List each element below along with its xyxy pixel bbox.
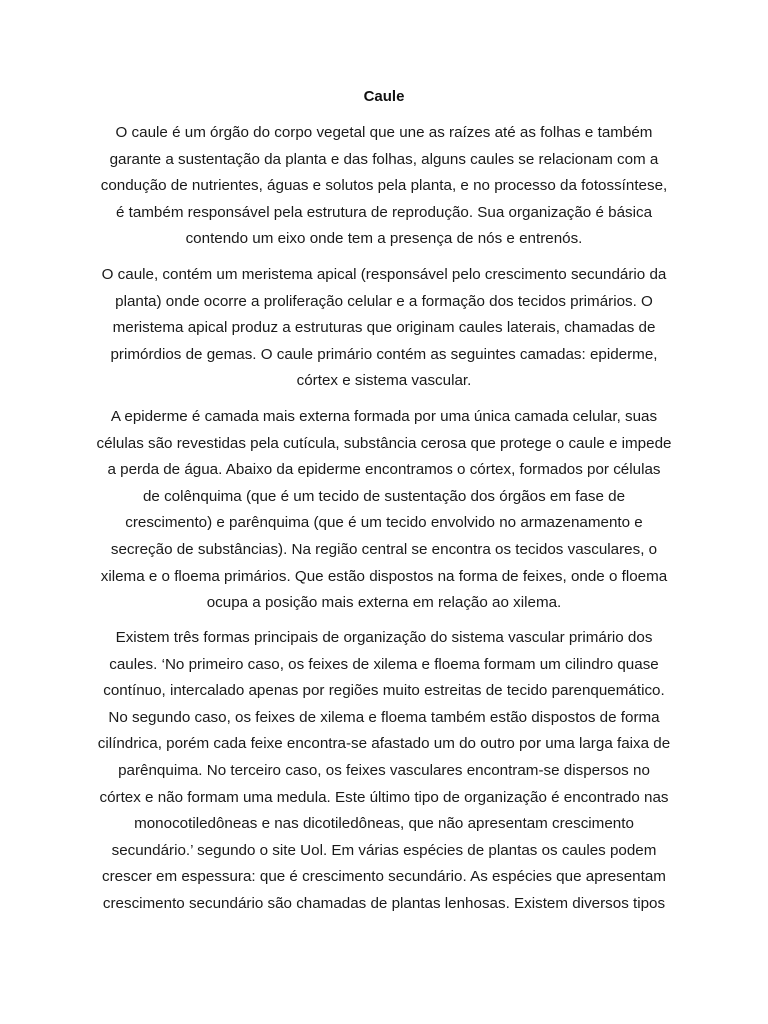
text-line: secreção de substâncias). Na região central se encontra os tecidos vasculares, o	[110, 540, 658, 558]
text-line: crescimento secundário são chamadas de plantas lenhosas. Existem diversos tipos	[102, 894, 666, 912]
text-line: córtex e não formam uma medula. Este último tipo de organização é encontrado nas	[99, 788, 669, 806]
text-line: crescer em espessura: que é crescimento secundário. As espécies que apresentam	[102, 868, 666, 886]
text-line: condução de nutrientes, águas e solutos pela planta, e no processo da fotossíntese,	[100, 177, 668, 195]
text-line: contínuo, intercalado apenas por regiões muito estreitas de tecido parenquemático.	[103, 682, 665, 700]
text-line: a perda de água. Abaixo da epiderme encontramos o córtex, formados por células	[107, 461, 661, 479]
text-line: meristema apical produz a estruturas que originam caules laterais, chamadas de	[112, 319, 656, 337]
text-line: Existem três formas principais de organização do sistema vascular primário dos	[115, 629, 653, 646]
paragraph-2	[82, 262, 686, 395]
text-line: garante a sustentação da planta e das folhas, alguns caules se relacionam com a	[109, 150, 659, 168]
text-line: caules. ‘No primeiro caso, os feixes de xilema e floema formam um cilindro quase	[109, 655, 659, 673]
text-line: A epiderme é camada mais externa formada por uma única camada celular, suas	[110, 408, 658, 425]
text-line: é também responsável pela estrutura de reprodução. Sua organização é básica	[115, 203, 653, 221]
document-title: Caule	[363, 88, 405, 105]
paragraph-4	[82, 625, 686, 918]
text-line: primórdios de gemas. O caule primário contém as seguintes camadas: epiderme,	[110, 345, 658, 363]
text-line: No segundo caso, os feixes de xilema e floema também estão dispostos de forma	[108, 708, 660, 726]
paragraph-1	[82, 120, 686, 253]
text-line: secundário.’ segundo o site Uol. Em várias espécies de plantas os caules podem	[111, 841, 657, 859]
paragraph-3	[82, 404, 686, 617]
text-line: O caule, contém um meristema apical (responsável pelo crescimento secundário da	[101, 266, 667, 283]
text-line: cilíndrica, porém cada feixe encontra-se afastado um do outro por uma larga faixa de	[97, 735, 671, 753]
text-line: crescimento) e parênquima (que é um tecido envolvido no armazenamento e	[125, 514, 643, 532]
text-line: xilema e o floema primários. Que estão dispostos na forma de feixes, onde o floema	[100, 567, 668, 585]
text-line: O caule é um órgão do corpo vegetal que une as raízes até as folhas e também	[115, 124, 653, 141]
text-line: de colênquima (que é um tecido de sustentação dos órgãos em fase de	[142, 487, 626, 505]
text-line: contendo um eixo onde tem a presença de nós e entrenós.	[185, 230, 583, 248]
text-line: planta) onde ocorre a proliferação celular e a formação dos tecidos primários. O	[115, 292, 653, 310]
text-line: ocupa a posição mais externa em relação ao xilema.	[206, 594, 562, 612]
text-line: parênquima. No terceiro caso, os feixes vasculares encontram-se dispersos no	[118, 761, 650, 779]
text-line: monocotiledôneas e nas dicotiledôneas, que não apresentam crescimento	[134, 815, 634, 833]
text-line: córtex e sistema vascular.	[296, 372, 472, 390]
text-line: células são revestidas pela cutícula, substância cerosa que protege o caule e impede	[96, 434, 672, 452]
